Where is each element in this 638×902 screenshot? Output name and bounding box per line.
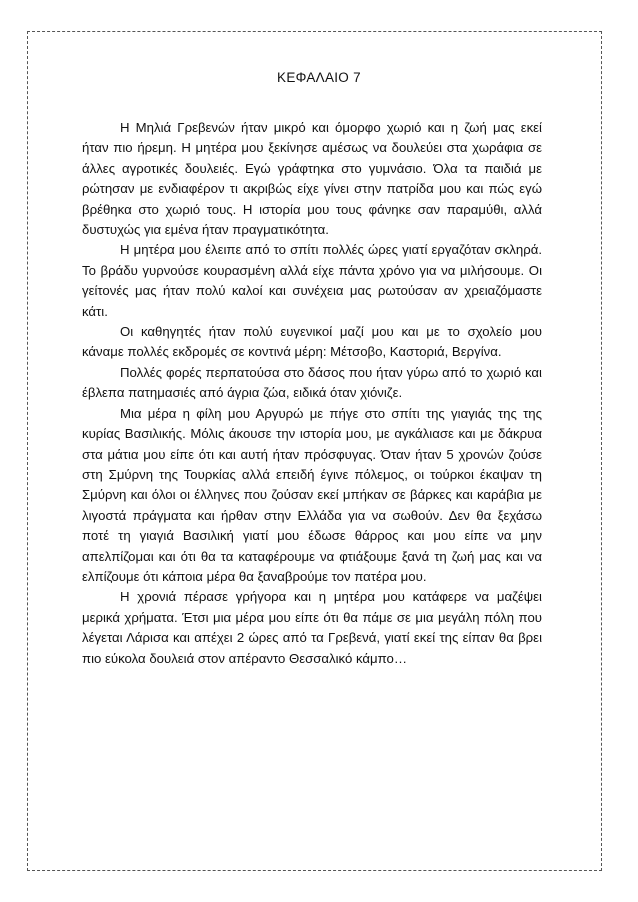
paragraph-1: Η Μηλιά Γρεβενών ήταν μικρό και όμορφο χωριό και η ζωή μας εκεί ήταν πιο ήρεμη. Η μητέρα μου ξεκίνησε αμέσως να δουλεύει στα χωράφια σε άλλες αγροτικές δουλειές. Εγώ γράφτηκα στο γυμνάσιο. Όλα τα παιδιά με ρώτησαν με ενδιαφέρον τι ακριβώς είχε γίνει στην πατρίδα μου και πώς εγώ βρέθηκα στο χωριό τους. Η ιστορία μου τους φάνηκε σαν παραμύθι, αλλά δυστυχώς για εμένα ήταν πραγματικότητα. [82, 120, 542, 238]
paragraph-6: Η χρονιά πέρασε γρήγορα και η μητέρα μου κατάφερε να μαζέψει μερικά χρήματα. Έτσι μια μέρα μου είπε ότι θα πάμε σε μια μεγάλη πόλη που λέγεται Λάρισα και απέχει 2 ώρες από τα Γρεβενά, γιατί εκεί της είπαν θα βρει πιο εύκολα δουλειά στον απέραντο Θεσσαλικό κάμπο… [82, 589, 542, 666]
chapter-body [82, 118, 542, 669]
paragraph-5: Μια μέρα η φίλη μου Αργυρώ με πήγε στο σπίτι της γιαγιάς της της κυρίας Βασιλικής. Μόλις άκουσε την ιστορία μου, με αγκάλιασε και με δάκρυα στα μάτια μου είπε ότι και αυτή ήταν πρόσφυγας. Όταν ήταν 5 χρονών ζούσε στη Σμύρνη της Τουρκίας αλλά επειδή έγινε πόλεμος, οι τούρκοι έκαψαν τη Σμύρνη και όλοι οι έλληνες που ζούσαν εκεί μπήκαν σε βάρκες και καράβια με λιγοστά πράγματα και ήρθαν στην Ελλάδα για να σωθούν. Δεν θα ξεχάσω ποτέ τη γιαγιά Βασιλική γιατί μου έδωσε θάρρος και μου είπε να μην απελπίζομαι και ότι θα τα καταφέρουμε να φτιάξουμε ξανά τη ζωή μας και να ελπίζουμε ότι κάποια μέρα θα ξαναβρούμε τον πατέρα μου. [82, 405, 542, 584]
paragraph-4: Πολλές φορές περπατούσα στο δάσος που ήταν γύρω από το χωριό και έβλεπα πατημασιές από άγρια ζώα, ειδικά όταν χιόνιζε. [82, 364, 542, 401]
chapter-title: ΚΕΦΑΛΑΙΟ 7 [277, 70, 361, 85]
paragraph-2: Η μητέρα μου έλειπε από το σπίτι πολλές ώρες γιατί εργαζόταν σκληρά. Το βράδυ γυρνούσε κουρασμένη αλλά είχε πάντα χρόνο για να μιλήσουμε. Οι γείτονές μας ήταν πολύ καλοί και συνέχεια μας ρωτούσαν αν χρειαζόμαστε κάτι. [82, 242, 542, 319]
paragraph-3: Οι καθηγητές ήταν πολύ ευγενικοί μαζί μου και με το σχολείο μου κάναμε πολλές εκδρομές σε κοντινά μέρη: Μέτσοβο, Καστοριά, Βεργίνα. [82, 324, 542, 360]
